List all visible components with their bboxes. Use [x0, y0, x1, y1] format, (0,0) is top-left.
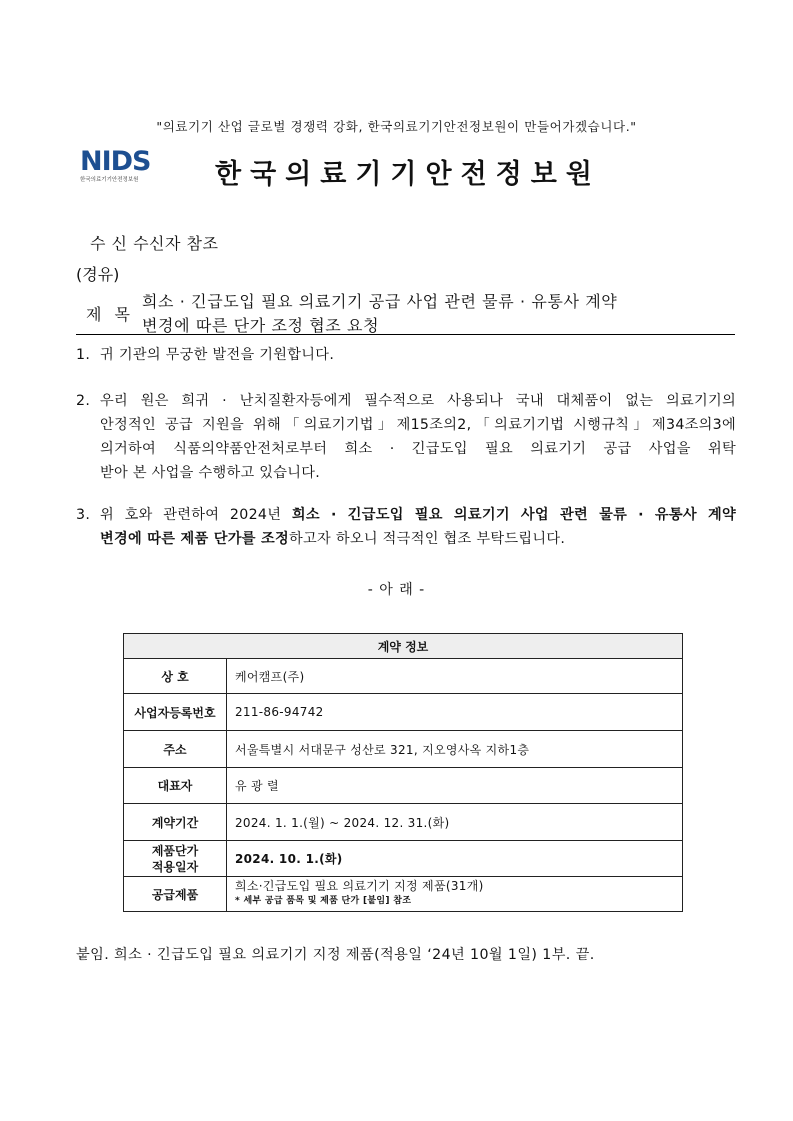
- emphasis-text: 변경에 따른 제품 단가를 조정: [100, 531, 290, 547]
- table-row: [124, 694, 683, 731]
- table-row: [124, 877, 683, 912]
- section-marker: - 아 래 -: [367, 582, 426, 598]
- paragraph-2: [76, 389, 736, 485]
- row-value: [227, 877, 683, 912]
- organization-name: 한국의료기기안전정보원: [215, 159, 601, 190]
- subject-line-2: 변경에 따른 단가 조정 협조 요청: [142, 316, 380, 335]
- recipient-line: 수 신 수신자 참조: [90, 234, 219, 253]
- table-row: [124, 731, 683, 768]
- paragraph-line: 안정적인 공급 지원을 위해「의료기기법」제15조의2,「의료기기법 시행규칙」제34조의3에: [100, 417, 736, 433]
- paragraph-line: [100, 527, 736, 551]
- subject-label: 제 목: [86, 305, 134, 324]
- subject-text: [142, 290, 617, 338]
- row-label-line: 적용일자: [151, 859, 199, 874]
- row-value-text: 희소·긴급도입 필요 의료기기 지정 제품(31개): [235, 879, 484, 893]
- row-value: 211-86-94742: [227, 694, 683, 731]
- row-value: 케어캠프(주): [227, 659, 683, 694]
- table-row: [124, 804, 683, 841]
- row-label: 계약기간: [124, 804, 227, 841]
- row-label: 상 호: [124, 659, 227, 694]
- row-value: 유 광 렬: [227, 768, 683, 804]
- row-label: 주소: [124, 731, 227, 768]
- paragraph-number: 2.: [76, 393, 91, 409]
- emphasis-text: 희소 · 긴급도입 필요 의료기기 사업 관련 물류 · 유통사 계약: [291, 507, 736, 523]
- paragraph-number: 3.: [76, 507, 91, 523]
- contract-info-table: [123, 633, 683, 912]
- paragraph-line: [100, 503, 736, 527]
- paragraph-text: [100, 503, 736, 551]
- row-note: * 세부 공급 품목 및 제품 단가 [붙임] 참조: [235, 896, 412, 906]
- paragraph-number: 1.: [76, 347, 91, 363]
- row-value: 2024. 10. 1.(화): [227, 841, 683, 877]
- row-value: 2024. 1. 1.(월) ~ 2024. 12. 31.(화): [227, 804, 683, 841]
- text-run: 위 호와 관련하여 2024년: [100, 507, 292, 523]
- attachment-line: 붙임. 희소 · 긴급도입 필요 의료기기 지정 제품(적용일 ‘24년 10월 1일) 1부. 끝.: [76, 947, 595, 963]
- row-label: 대표자: [124, 768, 227, 804]
- paragraph-line: 우리 원은 희귀 · 난치질환자등에게 필수적으로 사용되나 국내 대체품이 없는 의료기기의: [100, 393, 736, 409]
- row-label: [124, 841, 227, 877]
- logo-subtext: 한국의료기기안전정보원: [80, 177, 139, 183]
- subject-line-1: 희소 · 긴급도입 필요 의료기기 공급 사업 관련 물류 · 유통사 계약: [142, 292, 618, 311]
- paragraph-1: [76, 343, 736, 367]
- nids-logo: [80, 148, 158, 190]
- paragraph-text: 귀 기관의 무궁한 발전을 기원합니다.: [100, 347, 335, 363]
- table-row: [124, 841, 683, 877]
- row-label: 공급제품: [124, 877, 227, 912]
- table-header: 계약 정보: [124, 634, 683, 659]
- table-row: [124, 768, 683, 804]
- via-line: (경유): [76, 265, 120, 284]
- paragraph-text: [100, 389, 736, 485]
- table-row: [124, 659, 683, 694]
- logo-text: NIDS: [80, 146, 151, 177]
- row-label: 사업자등록번호: [124, 694, 227, 731]
- slogan: "의료기기 산업 글로벌 경쟁력 강화, 한국의료기기안전정보원이 만들어가겠습니다.": [156, 119, 637, 134]
- row-label-line: 제품단가: [151, 843, 199, 858]
- paragraph-line: 받아 본 사업을 수행하고 있습니다.: [100, 465, 321, 481]
- paragraph-3: [76, 503, 736, 551]
- text-run: 하고자 하오니 적극적인 협조 부탁드립니다.: [289, 531, 566, 547]
- header-divider: [76, 334, 735, 335]
- row-value: 서울특별시 서대문구 성산로 321, 지오영사옥 지하1층: [227, 731, 683, 768]
- paragraph-line: 의거하여 식품의약품안전처로부터 희소 · 긴급도입 필요 의료기기 공급 사업을 위탁: [100, 441, 736, 457]
